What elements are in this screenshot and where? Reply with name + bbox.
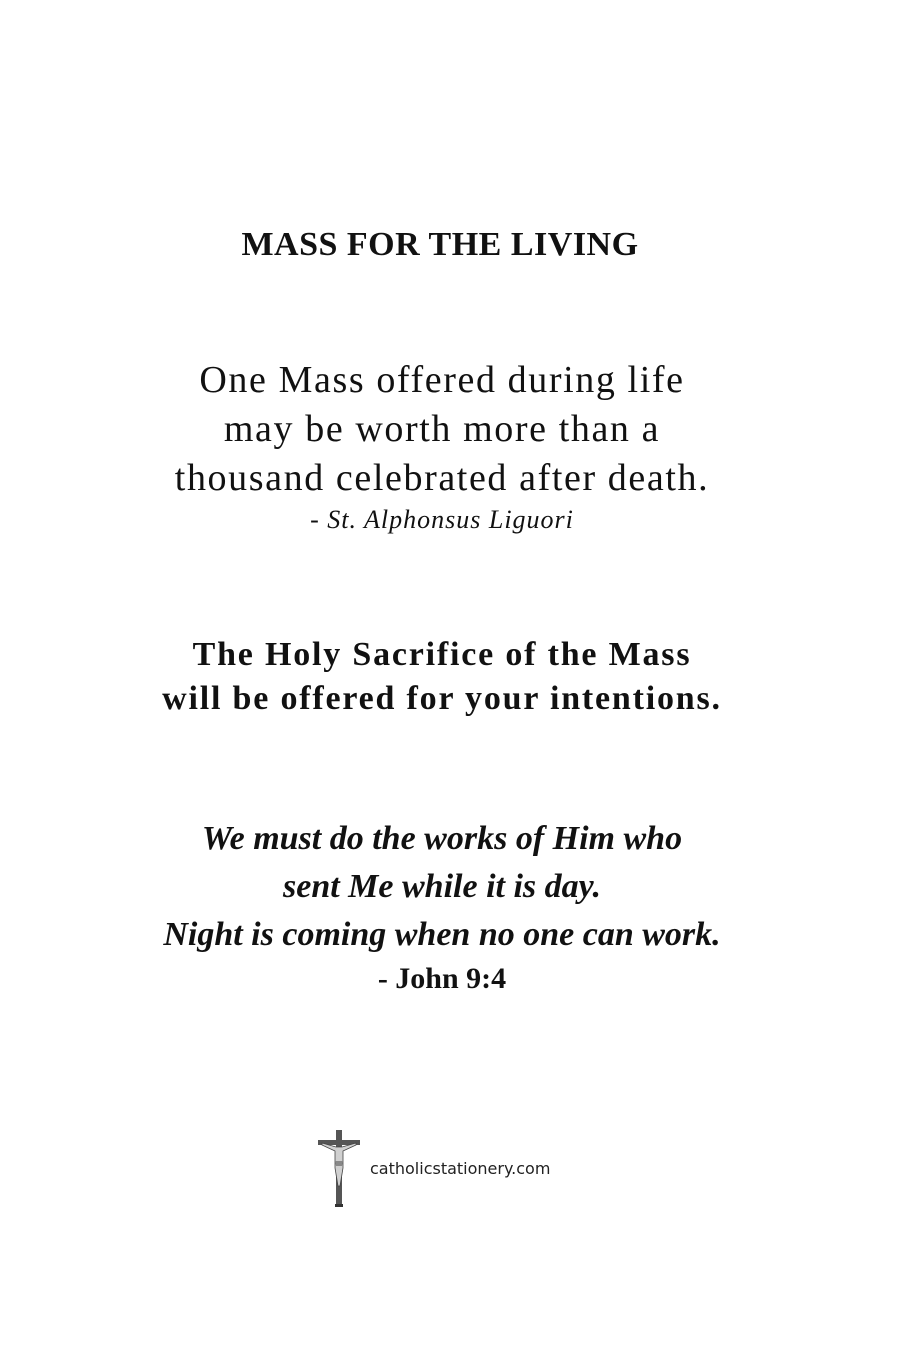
quote-line: may be worth more than a: [223, 408, 661, 450]
verse-line: We must do the works of Him who: [201, 820, 683, 857]
card-title: MASS FOR THE LIVING: [241, 226, 639, 263]
offering-line: will be offered for your intentions.: [162, 680, 722, 717]
verse-line: sent Me while it is day.: [283, 868, 601, 905]
verse-attribution: - John 9:4: [377, 962, 507, 995]
verse-line: Night is coming when no one can work.: [163, 916, 721, 953]
quote-line: thousand celebrated after death.: [174, 457, 710, 499]
liguori-quote: [0, 356, 884, 503]
quote-line: One Mass offered during life: [199, 359, 685, 401]
offering-line: The Holy Sacrifice of the Mass: [192, 636, 692, 673]
footer: [316, 1128, 550, 1208]
scripture-verse: [0, 815, 884, 959]
website-label: catholicstationery.com: [370, 1158, 551, 1178]
crucifix-icon: [316, 1128, 364, 1208]
offering-statement: [0, 633, 884, 721]
quote-attribution: - St. Alphonsus Liguori: [310, 505, 574, 534]
